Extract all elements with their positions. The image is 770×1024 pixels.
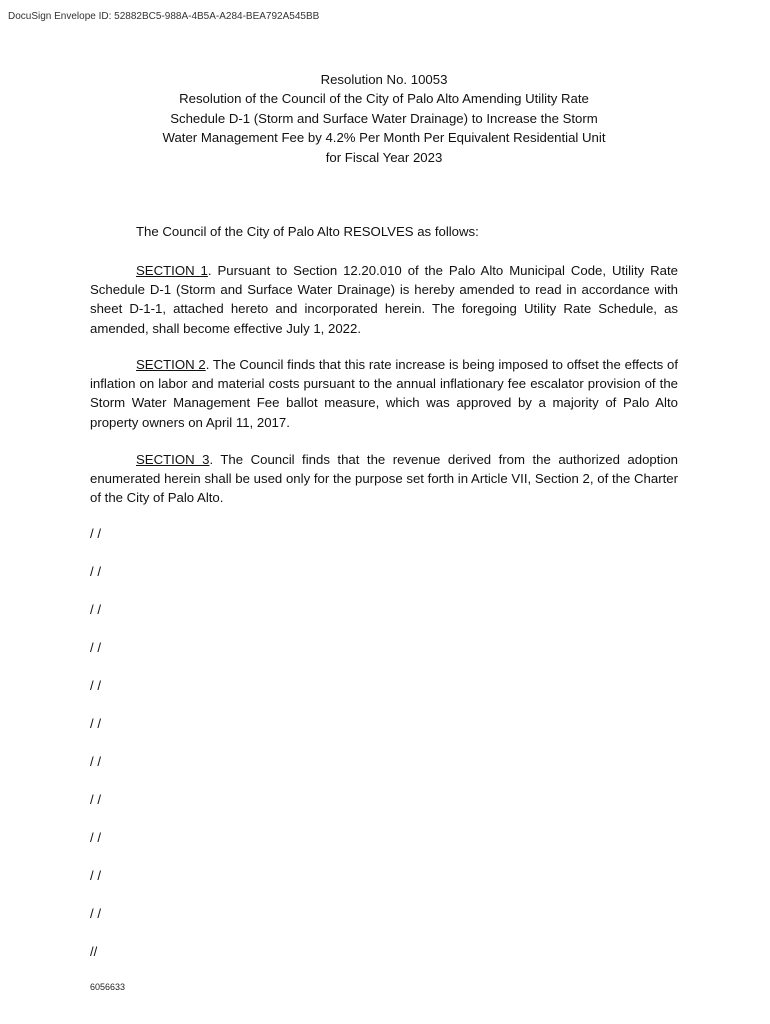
docusign-envelope-id: DocuSign Envelope ID: 52882BC5-988A-4B5A-A284-BEA792A545BB bbox=[8, 11, 320, 22]
continuation-mark: / / bbox=[90, 754, 101, 769]
section-3-heading: SECTION 3 bbox=[136, 452, 210, 467]
section-1-heading: SECTION 1 bbox=[136, 263, 208, 278]
continuation-mark: / / bbox=[90, 792, 101, 807]
continuation-mark: / / bbox=[90, 716, 101, 731]
continuation-mark: / / bbox=[90, 830, 101, 845]
title-line: Resolution of the Council of the City of Palo Alto Amending Utility Rate bbox=[179, 91, 589, 107]
title-line: Water Management Fee by 4.2% Per Month Per Equivalent Residential Unit bbox=[162, 130, 606, 146]
continuation-marks bbox=[90, 524, 101, 980]
continuation-mark: / / bbox=[90, 678, 101, 693]
continuation-mark: / / bbox=[90, 564, 101, 579]
title-line: Schedule D-1 (Storm and Surface Water Drainage) to Increase the Storm bbox=[170, 110, 598, 126]
resolution-title bbox=[90, 70, 678, 167]
continuation-mark: / / bbox=[90, 526, 101, 541]
continuation-mark: // bbox=[90, 944, 98, 959]
section-3-text: . The Council finds that the revenue derived from the authorized adoption enumerated herein shall be used only for the purpose set forth in Article VII, Section 2, of the Charter of the City of Palo Alto. bbox=[90, 452, 678, 506]
continuation-mark: / / bbox=[90, 868, 101, 883]
section-2-text: . The Council finds that this rate increase is being imposed to offset the effects of inflation on labor and material costs pursuant to the annual inflationary fee escalator provision of the Storm Water Management Fee ballot measure, which was approved by a majority of Palo Alto property owners on April 11, 2017. bbox=[90, 357, 678, 430]
continuation-mark: / / bbox=[90, 602, 101, 617]
continuation-mark: / / bbox=[90, 640, 101, 655]
section-2-heading: SECTION 2 bbox=[136, 357, 206, 372]
resolution-number: Resolution No. 10053 bbox=[320, 72, 448, 87]
document-number: 6056633 bbox=[90, 982, 126, 992]
section-1-paragraph bbox=[90, 261, 678, 338]
resolves-intro: The Council of the City of Palo Alto RESOLVES as follows: bbox=[136, 224, 479, 239]
title-line: for Fiscal Year 2023 bbox=[325, 149, 443, 165]
section-2-paragraph bbox=[90, 355, 678, 432]
continuation-mark: / / bbox=[90, 906, 101, 921]
section-3-paragraph bbox=[90, 450, 678, 508]
section-1-text: . Pursuant to Section 12.20.010 of the Palo Alto Municipal Code, Utility Rate Schedule D-1 (Storm and Surface Water Drainage) is hereby amended to read in accordance with sheet D-1-1, attached hereto and incorporated herein. The foregoing Utility Rate Schedule, as amended, shall become effective July 1, 2022. bbox=[90, 263, 678, 336]
